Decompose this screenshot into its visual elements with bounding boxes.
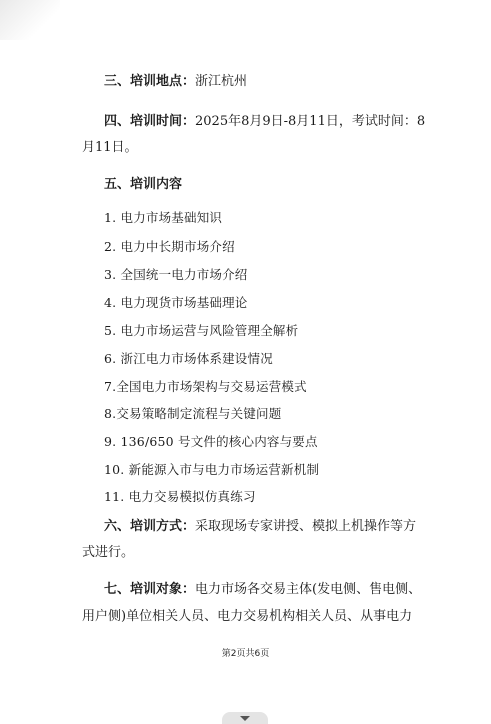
section-method — [104, 517, 416, 537]
section-audience-text: 电力市场各交易主体(发电侧、售电侧、 — [195, 582, 422, 597]
section-method-continuation: 式进行。 — [82, 545, 135, 560]
content-item: 5. 电力市场运营与风险管理全解析 — [104, 323, 299, 338]
page-number: 第2页共6页 — [221, 649, 270, 659]
content-item: 7.全国电力市场架构与交易运营模式 — [104, 379, 307, 394]
scan-corner-mark — [0, 0, 60, 40]
section-audience-continuation: 用户侧)单位相关人员、电力交易机构相关人员、从事电力 — [82, 609, 413, 624]
content-item: 6. 浙江电力市场体系建设情况 — [104, 351, 273, 366]
content-item: 9. 136/650 号文件的核心内容与要点 — [104, 434, 318, 449]
content-item: 10. 新能源入市与电力市场运营新机制 — [104, 462, 320, 477]
content-item: 4. 电力现货市场基础理论 — [104, 295, 248, 310]
chevron-down-icon — [239, 715, 251, 722]
content-item: 1. 电力市场基础知识 — [104, 210, 223, 225]
section-content-heading: 五、培训内容 — [104, 177, 183, 192]
section-audience-heading: 七、培训对象： — [104, 582, 196, 597]
section-location — [104, 72, 247, 92]
section-location-heading: 三、培训地点： — [104, 74, 196, 89]
content-item: 11. 电力交易模拟仿真练习 — [104, 489, 256, 504]
content-item: 3. 全国统一电力市场介绍 — [104, 267, 248, 282]
content-item: 8.交易策略制定流程与关键问题 — [104, 406, 282, 421]
section-content — [104, 175, 182, 195]
section-time — [104, 112, 425, 132]
section-time-heading: 四、培训时间： — [104, 114, 196, 129]
section-time-continuation: 月11日。 — [82, 140, 138, 155]
section-time-text: 2025年8月9日-8月11日，考试时间：8 — [195, 114, 426, 129]
section-method-text: 采取现场专家讲授、模拟上机操作等方 — [195, 519, 417, 534]
section-location-text: 浙江杭州 — [195, 74, 248, 89]
section-method-heading: 六、培训方式： — [104, 519, 196, 534]
content-item: 2. 电力中长期市场介绍 — [104, 239, 235, 254]
section-audience — [104, 580, 421, 600]
scroll-down-button[interactable] — [222, 712, 268, 724]
